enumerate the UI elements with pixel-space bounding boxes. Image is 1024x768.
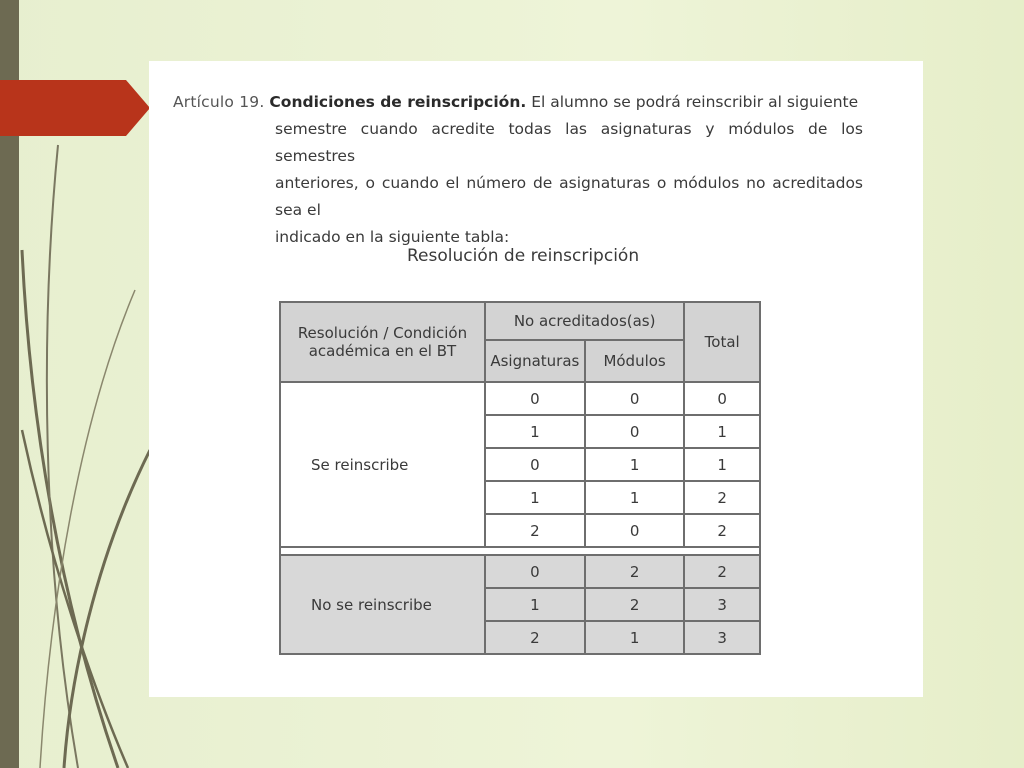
cell-asignaturas: 2 [485,514,585,547]
article-line-1: El alumno se podrá reinscribir al siguiente [531,93,859,111]
cell-modulos: 0 [585,382,685,415]
cell-modulos: 1 [585,621,685,654]
cell-modulos: 0 [585,415,685,448]
cell-total: 3 [684,588,760,621]
header-no-acreditados: No acreditados(as) [485,302,685,340]
table-group-gap [280,547,760,555]
article-line-2: semestre cuando acredite todas las asignaturas y módulos de los semestres [275,120,863,165]
group-label-se-reinscribe: Se reinscribe [280,382,485,547]
cell-modulos: 1 [585,481,685,514]
table-row [280,382,760,415]
cell-total: 1 [684,448,760,481]
cell-asignaturas: 0 [485,555,585,588]
cell-asignaturas: 1 [485,588,585,621]
cell-asignaturas: 0 [485,382,585,415]
cell-asignaturas: 2 [485,621,585,654]
cell-total: 2 [684,514,760,547]
cell-total: 2 [684,555,760,588]
cell-asignaturas: 0 [485,448,585,481]
cell-total: 3 [684,621,760,654]
table-row [280,555,760,588]
cell-modulos: 2 [585,588,685,621]
header-resolution: Resolución / Condición académica en el BT [280,302,485,382]
cell-asignaturas: 1 [485,415,585,448]
article-line-3: anteriores, o cuando el número de asignaturas o módulos no acreditados sea el [275,174,863,219]
document-scan [149,61,923,697]
header-total: Total [684,302,760,382]
cell-modulos: 0 [585,514,685,547]
article-heading: Condiciones de reinscripción. [269,93,527,111]
cell-modulos: 2 [585,555,685,588]
header-modulos: Módulos [585,340,685,382]
cell-modulos: 1 [585,448,685,481]
article-line-4: indicado en la siguiente tabla: [275,228,510,246]
article-number: Artículo 19. [173,93,265,111]
group-label-no-se-reinscribe: No se reinscribe [280,555,485,654]
table-title: Resolución de reinscripción [407,246,640,266]
header-asignaturas: Asignaturas [485,340,585,382]
red-arrow-marker [0,80,150,136]
cell-asignaturas: 1 [485,481,585,514]
cell-total: 2 [684,481,760,514]
resolution-table [279,301,761,655]
cell-total: 1 [684,415,760,448]
cell-total: 0 [684,382,760,415]
article-text [173,89,863,251]
table-header-row [280,302,760,340]
